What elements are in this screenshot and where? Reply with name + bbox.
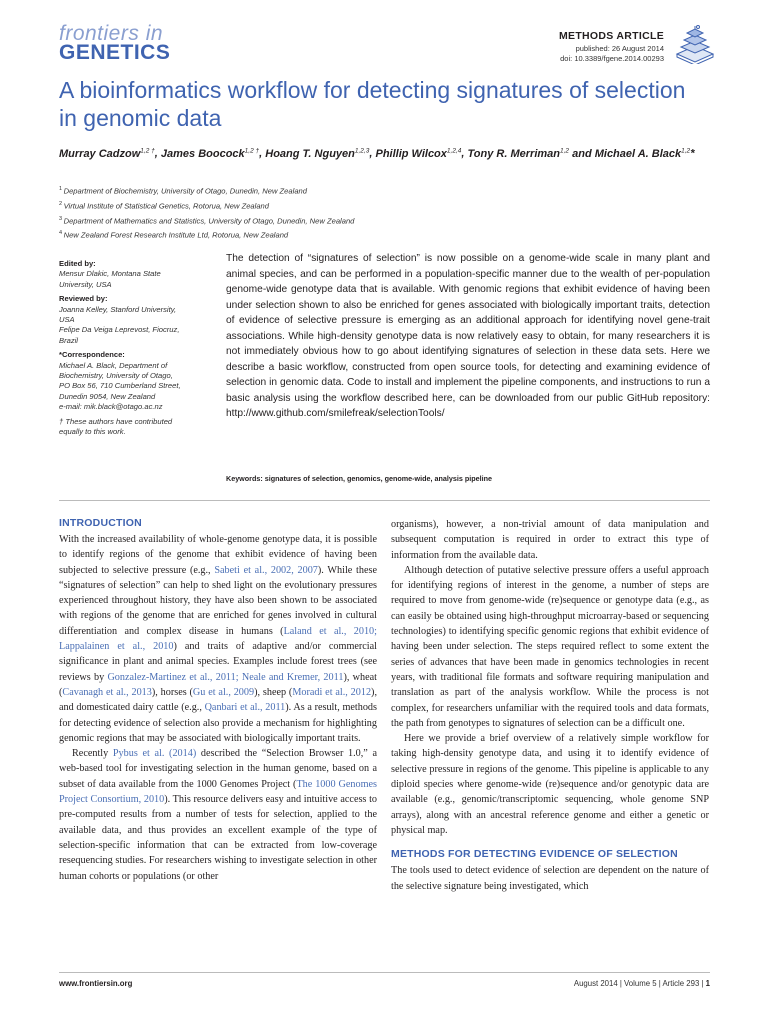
- keywords: Keywords: signatures of selection, genomics, genome-wide, analysis pipeline: [226, 474, 493, 483]
- affiliation: $^4$ New Zealand Forest Research Institute Ltd, Rotorua, New Zealand: [59, 230, 289, 241]
- footer-divider: [59, 972, 710, 973]
- equal-contribution-note: † These authors have contributed equally to this work.: [59, 416, 173, 437]
- author-name: Phillip Wilcox$^{1,2,4}$: [375, 147, 462, 160]
- doi: doi: 10.3389/fgene.2014.00293: [560, 54, 664, 63]
- methods-heading: METHODS FOR DETECTING EVIDENCE OF SELECTION: [391, 848, 678, 861]
- article-title: A bioinformatics workflow for detecting signatures of selection in genomic data: [59, 77, 686, 131]
- correspondence-heading: *Correspondence:: [59, 350, 125, 360]
- citation-link[interactable]: Laland et al., 2010; Lappalainen et al., 2010: [59, 625, 377, 653]
- publication-meta: [560, 44, 664, 64]
- edited-by-heading: Edited by:: [59, 259, 96, 268]
- intro-paragraph-1: With the increased availability of whole-genome genotype data, it is possible to identify regions of the genome that exhibit evidence of having been subjected to selective pressure (e.g., Sabeti et al., 2002, 2007). While these “signatures of selection” can help to shed light on the evolutionary pressures experienced throughout history, they have also been shown to be associated with regions of the genome that are enriched for genes involved in cultural differentiation and complex disease in humans (Laland et al., 2010; Lappalainen et al., 2010) and traits of adaptive and/or commercial significance in plant and animal species. Examples include forest trees (see reviews by Gonzalez-Martinez et al., 2011; Neale and Kremer, 2011), wheat (Cavanagh et al., 2013), horses (Gu et al., 2009), sheep (Moradi et al., 2012), and domesticated dairy cattle (e.g., Qanbari et al., 2011). As a result, methods for detecting evidence of selection also provide a mechanism for highlighting genomic regions that may be associated with biologically important traits.: [59, 534, 377, 744]
- affiliation: $^3$ Department of Mathematics and Statistics, University of Otago, Dunedin, New Zealand: [59, 215, 355, 226]
- author-list: Murray Cadzow$^{1,2 \dagger}$, James Boocock$^{1,2 \dagger}$, Hoang T. Nguyen$^{1,2,3}$, Phillip Wilcox$^{1,2,4}$, Tony R. Merriman$^{1,2}$ and Michael A. Black$^{1,2}$*: [59, 147, 695, 160]
- article-type: METHODS ARTICLE: [558, 30, 664, 42]
- introduction-heading: INTRODUCTION: [59, 517, 142, 529]
- body-column-left: [59, 517, 377, 884]
- author-name: and Michael A. Black$^{1,2}$: [572, 147, 691, 160]
- published-date: published: 26 August 2014: [575, 44, 664, 53]
- body-column-right: [391, 517, 709, 894]
- journal-stack-icon: [673, 24, 717, 64]
- affiliation-list: [59, 183, 699, 242]
- reviewer-2: Felipe Da Veiga Leprevost, Fiocruz, Brazil: [59, 325, 180, 345]
- citation-link[interactable]: Pybus et al. (2014): [112, 748, 197, 760]
- citation-link[interactable]: The 1000 Genomes Project Consortium, 2010: [59, 778, 377, 806]
- correspondence-text: Michael A. Black, Department of Biochemistry, University of Otago, PO Box 56, 710 Cumberland Street, Dunedin 9054, New Zealand e-mail: mik.black@otago.ac.nz: [59, 360, 181, 412]
- edited-by-text: Mensur Dlakic, Montana State University, USA: [59, 269, 161, 289]
- citation-link[interactable]: Gu et al., 2009: [192, 686, 255, 698]
- citation-link[interactable]: Qanbari et al., 2011: [204, 702, 286, 714]
- intro-paragraph-3: organisms), however, a non-trivial amount of data manipulation and subsequent computation is required in order to extract this type of information from the available data.: [391, 519, 709, 561]
- intro-paragraph-2: Recently Pybus et al. (2014) described the “Selection Browser 1.0,” a web-based tool for investigating selection in the human genome, based on a subset of data available from the 1000 Genomes Project (The 1000 Genomes Project Consortium, 2010). This resource delivers easy and intuitive access to pre-computed results from a number of tests for selection, applied to the available data, and thus provides an excellent example of the type of selection-specific information that can be extracted from low-coverage resequencing studies. For researchers wishing to investigate selection in other human cohorts or populations (or other: [59, 748, 377, 882]
- affiliation: $^1$ Department of Biochemistry, University of Otago, Dunedin, New Zealand: [59, 186, 307, 196]
- divider: [59, 500, 710, 501]
- author-name: Tony R. Merriman$^{1,2}$: [467, 147, 570, 160]
- journal-website[interactable]: www.frontiersin.org: [59, 979, 133, 988]
- intro-paragraph-5: Here we provide a brief overview of a relatively simple workflow for taking high-density genotype data, and using it to identify evidence of selective pressure in regions of the genome. This pipeline is applicable to any diploid species where genome-wide (re)sequence and/or genotypic data are available (e.g., genomic/transcriptomic sequencing, whole genome SNP arrays), along with an ancestral reference genome and either a genetic or physical map.: [391, 733, 709, 836]
- journal-logo-bottom: GENETICS: [59, 41, 171, 64]
- reviewer-1: Joanna Kelley, Stanford University, USA: [59, 304, 177, 325]
- intro-paragraph-4: Although detection of putative selective pressure offers a useful approach for identifying regions of interest in the genome, a number of steps are required to move from genome-wide (re)sequence or genotype data (e.g., as can easily be obtained using high-throughput microarray-based or sequencing technologies) to identifying specific genomic regions that exhibit evidence of having been under selection. The steps required reflect to some extent the series of advances that have been made in genomics technologies in recent years, with traditional file formats and software requiring manipulation and translation as part of the analysis workflow. While the process is not complex, for researchers unfamiliar with the required tools and data formats, the path from genotypes to signatures of selection can be a difficult one.: [391, 564, 709, 729]
- abstract: The detection of “signatures of selection” is now possible on a genome-wide scale in many plant and animal species, and can be performed in a population-specific manner due to the wealth of per-population genome-wide genotype data that is available. With genomic regions that exhibit evidence of having been under selection shown to also be enriched for genes associated with biologically important traits, detection of evidence of selective pressure is emerging as an additional approach for identifying novel gene-trait associations. While high-density genotype data is now relatively easy to obtain, for many researchers it is not immediately obvious how to go about identifying signatures of selection in these data sets. Here we describe a basic workflow, constructed from open source tools, for detecting and examining evidence of selection in genomic data. Code to install and implement the pipeline components, and instructions to run a basic analysis using the workflow described here, can be downloaded from our public GitHub repository: http://www.github.com/smilefreak/selectionTools/: [226, 253, 710, 419]
- methods-paragraph-1: The tools used to detect evidence of selection are dependent on the nature of the selective signature being investigated, which: [391, 865, 709, 892]
- reviewed-by-heading: Reviewed by:: [59, 294, 108, 304]
- citation-link[interactable]: Cavanagh et al., 2013: [62, 686, 152, 698]
- page-number: 1: [705, 979, 710, 988]
- author-name: Hoang T. Nguyen$^{1,2,3}$: [265, 147, 370, 160]
- citation-link[interactable]: Sabeti et al., 2002, 2007: [214, 564, 318, 576]
- author-name: James Boocock$^{1,2 \dagger}$: [160, 147, 260, 160]
- affiliation: $^2$ Virtual Institute of Statistical Genetics, Rotorua, New Zealand: [59, 200, 270, 211]
- citation-link[interactable]: Moradi et al., 2012: [292, 686, 372, 698]
- author-name: Murray Cadzow$^{1,2 \dagger}$: [59, 147, 155, 160]
- citation-link[interactable]: Gonzalez-Martinez et al., 2011; Neale and Kremer, 2011: [107, 671, 344, 683]
- article-sidebar: [59, 259, 204, 438]
- journal-logo-top: frontiers in: [59, 22, 164, 45]
- issue-info: August 2014 | Volume 5 | Article 293 | 1: [573, 979, 710, 988]
